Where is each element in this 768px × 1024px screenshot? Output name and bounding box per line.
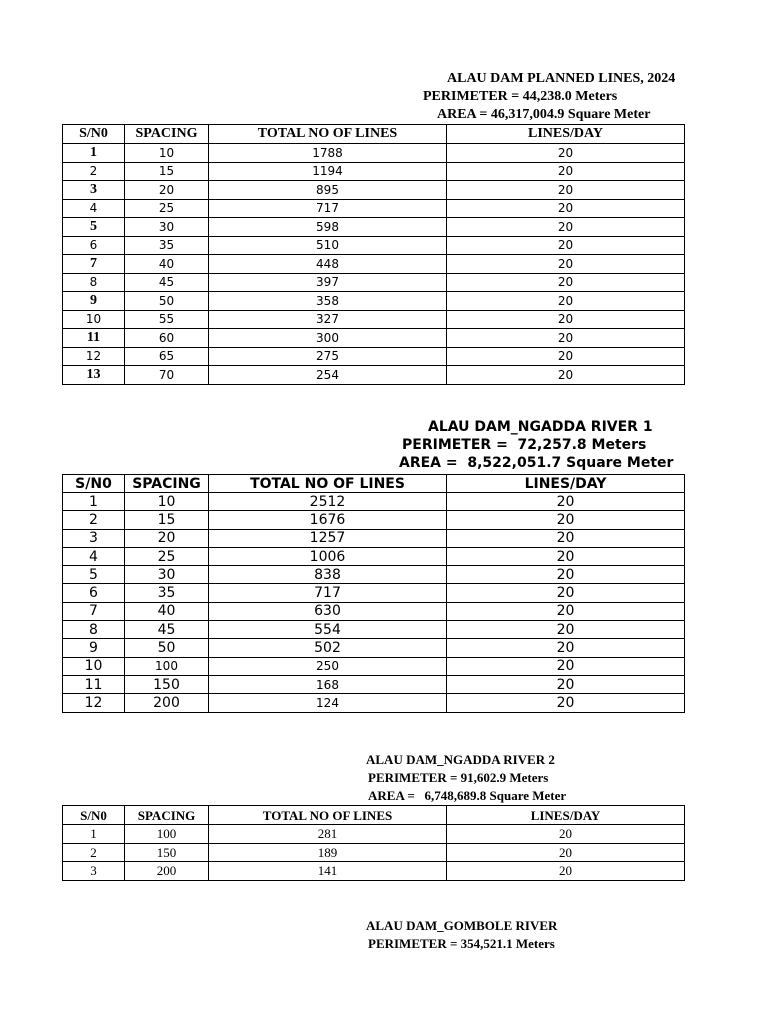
cell-sno: 2 bbox=[63, 162, 125, 181]
cell-lines-per-day: 20 bbox=[447, 181, 685, 200]
cell-lines-per-day: 20 bbox=[447, 236, 685, 255]
cell-sno: 3 bbox=[63, 181, 125, 200]
cell-sno: 10 bbox=[63, 310, 125, 329]
cell-total-lines: 300 bbox=[209, 329, 447, 348]
cell-lines-per-day: 20 bbox=[447, 199, 685, 218]
cell-total-lines: 189 bbox=[209, 843, 447, 862]
cell-spacing: 60 bbox=[125, 329, 209, 348]
cell-total-lines: 397 bbox=[209, 273, 447, 292]
cell-lines-per-day: 20 bbox=[447, 694, 685, 712]
cell-spacing: 15 bbox=[125, 511, 209, 529]
section4-title: ALAU DAM_GOMBOLE RIVER bbox=[366, 918, 558, 933]
table-row bbox=[63, 310, 685, 329]
cell-sno: 4 bbox=[63, 547, 125, 565]
cell-total-lines: 554 bbox=[209, 621, 447, 639]
cell-sno: 11 bbox=[63, 329, 125, 348]
cell-lines-per-day: 20 bbox=[447, 584, 685, 602]
section1-area: AREA = 46,317,004.9 Square Meter bbox=[437, 107, 651, 122]
cell-total-lines: 327 bbox=[209, 310, 447, 329]
cell-lines-per-day: 20 bbox=[447, 511, 685, 529]
cell-sno: 8 bbox=[63, 273, 125, 292]
table-row bbox=[63, 144, 685, 163]
cell-spacing: 30 bbox=[125, 566, 209, 584]
header-sno: S/N0 bbox=[63, 475, 125, 493]
cell-total-lines: 717 bbox=[209, 199, 447, 218]
header-lines-per-day: LINES/DAY bbox=[447, 806, 685, 825]
header-total-lines: TOTAL NO OF LINES bbox=[209, 125, 447, 144]
cell-lines-per-day: 20 bbox=[447, 602, 685, 620]
cell-spacing: 30 bbox=[125, 218, 209, 237]
table-row bbox=[63, 862, 685, 881]
table-row bbox=[63, 843, 685, 862]
header-lines-per-day: LINES/DAY bbox=[447, 125, 685, 144]
table-row bbox=[63, 273, 685, 292]
header-spacing: SPACING bbox=[125, 125, 209, 144]
cell-spacing: 50 bbox=[125, 292, 209, 311]
cell-sno: 5 bbox=[63, 566, 125, 584]
cell-sno: 9 bbox=[63, 639, 125, 657]
cell-total-lines: 598 bbox=[209, 218, 447, 237]
cell-total-lines: 895 bbox=[209, 181, 447, 200]
table-row bbox=[63, 657, 685, 675]
cell-total-lines: 2512 bbox=[209, 493, 447, 511]
section3-title: ALAU DAM_NGADDA RIVER 2 bbox=[366, 752, 555, 767]
cell-lines-per-day: 20 bbox=[447, 310, 685, 329]
table-header-row bbox=[63, 806, 685, 825]
section2-area: AREA = 8,522,051.7 Square Meter bbox=[399, 455, 674, 471]
cell-sno: 6 bbox=[63, 584, 125, 602]
table-row bbox=[63, 181, 685, 200]
cell-total-lines: 502 bbox=[209, 639, 447, 657]
table-row bbox=[63, 621, 685, 639]
cell-sno: 12 bbox=[63, 347, 125, 366]
table-row bbox=[63, 511, 685, 529]
section1-table bbox=[62, 124, 685, 385]
cell-lines-per-day: 20 bbox=[447, 366, 685, 385]
cell-total-lines: 1257 bbox=[209, 529, 447, 547]
section4-perimeter: PERIMETER = 354,521.1 Meters bbox=[368, 936, 555, 951]
table-row bbox=[63, 602, 685, 620]
cell-sno: 4 bbox=[63, 199, 125, 218]
cell-lines-per-day: 20 bbox=[447, 292, 685, 311]
cell-spacing: 65 bbox=[125, 347, 209, 366]
cell-lines-per-day: 20 bbox=[447, 566, 685, 584]
cell-sno: 10 bbox=[63, 657, 125, 675]
cell-spacing: 10 bbox=[125, 493, 209, 511]
cell-total-lines: 510 bbox=[209, 236, 447, 255]
cell-lines-per-day: 20 bbox=[447, 162, 685, 181]
cell-total-lines: 168 bbox=[209, 675, 447, 693]
cell-total-lines: 254 bbox=[209, 366, 447, 385]
section2-perimeter: PERIMETER = 72,257.8 Meters bbox=[402, 437, 647, 453]
cell-sno: 6 bbox=[63, 236, 125, 255]
cell-total-lines: 838 bbox=[209, 566, 447, 584]
cell-sno: 1 bbox=[63, 144, 125, 163]
cell-sno: 3 bbox=[63, 862, 125, 881]
cell-sno: 2 bbox=[63, 511, 125, 529]
cell-spacing: 40 bbox=[125, 255, 209, 274]
cell-spacing: 150 bbox=[125, 843, 209, 862]
cell-total-lines: 1788 bbox=[209, 144, 447, 163]
cell-spacing: 10 bbox=[125, 144, 209, 163]
cell-spacing: 40 bbox=[125, 602, 209, 620]
cell-spacing: 35 bbox=[125, 584, 209, 602]
cell-sno: 5 bbox=[63, 218, 125, 237]
table-row bbox=[63, 347, 685, 366]
cell-spacing: 25 bbox=[125, 199, 209, 218]
table-header-row bbox=[63, 125, 685, 144]
table-row bbox=[63, 493, 685, 511]
cell-sno: 3 bbox=[63, 529, 125, 547]
header-sno: S/N0 bbox=[63, 125, 125, 144]
cell-sno: 11 bbox=[63, 675, 125, 693]
section1-title: ALAU DAM PLANNED LINES, 2024 bbox=[447, 71, 676, 86]
cell-lines-per-day: 20 bbox=[447, 675, 685, 693]
table-header-row bbox=[63, 475, 685, 493]
table-row bbox=[63, 366, 685, 385]
section3-area: AREA = 6,748,689.8 Square Meter bbox=[368, 788, 567, 803]
cell-spacing: 100 bbox=[125, 657, 209, 675]
cell-lines-per-day: 20 bbox=[447, 347, 685, 366]
cell-lines-per-day: 20 bbox=[447, 657, 685, 675]
cell-lines-per-day: 20 bbox=[447, 329, 685, 348]
section3-perimeter: PERIMETER = 91,602.9 Meters bbox=[368, 770, 549, 785]
table-row bbox=[63, 218, 685, 237]
table-row bbox=[63, 639, 685, 657]
cell-sno: 7 bbox=[63, 602, 125, 620]
table-row bbox=[63, 292, 685, 311]
cell-total-lines: 630 bbox=[209, 602, 447, 620]
cell-total-lines: 358 bbox=[209, 292, 447, 311]
cell-lines-per-day: 20 bbox=[447, 547, 685, 565]
section1-perimeter: PERIMETER = 44,238.0 Meters bbox=[423, 89, 618, 104]
cell-spacing: 25 bbox=[125, 547, 209, 565]
cell-lines-per-day: 20 bbox=[447, 862, 685, 881]
cell-sno: 12 bbox=[63, 694, 125, 712]
cell-total-lines: 1676 bbox=[209, 511, 447, 529]
cell-lines-per-day: 20 bbox=[447, 529, 685, 547]
cell-total-lines: 1006 bbox=[209, 547, 447, 565]
cell-lines-per-day: 20 bbox=[447, 218, 685, 237]
cell-sno: 1 bbox=[63, 825, 125, 844]
cell-lines-per-day: 20 bbox=[447, 273, 685, 292]
cell-spacing: 20 bbox=[125, 529, 209, 547]
table-row bbox=[63, 329, 685, 348]
section2-title: ALAU DAM_NGADDA RIVER 1 bbox=[428, 419, 653, 435]
cell-total-lines: 1194 bbox=[209, 162, 447, 181]
cell-total-lines: 250 bbox=[209, 657, 447, 675]
cell-spacing: 150 bbox=[125, 675, 209, 693]
table-row bbox=[63, 547, 685, 565]
cell-spacing: 200 bbox=[125, 862, 209, 881]
cell-lines-per-day: 20 bbox=[447, 621, 685, 639]
table-row bbox=[63, 584, 685, 602]
cell-lines-per-day: 20 bbox=[447, 825, 685, 844]
cell-spacing: 45 bbox=[125, 273, 209, 292]
cell-total-lines: 717 bbox=[209, 584, 447, 602]
table-row bbox=[63, 199, 685, 218]
cell-lines-per-day: 20 bbox=[447, 493, 685, 511]
cell-spacing: 20 bbox=[125, 181, 209, 200]
table-row bbox=[63, 566, 685, 584]
cell-spacing: 70 bbox=[125, 366, 209, 385]
cell-spacing: 50 bbox=[125, 639, 209, 657]
section3-table bbox=[62, 805, 685, 881]
cell-sno: 2 bbox=[63, 843, 125, 862]
cell-sno: 1 bbox=[63, 493, 125, 511]
table-row bbox=[63, 529, 685, 547]
table-row bbox=[63, 162, 685, 181]
cell-lines-per-day: 20 bbox=[447, 843, 685, 862]
table-row bbox=[63, 694, 685, 712]
table-row bbox=[63, 255, 685, 274]
cell-total-lines: 275 bbox=[209, 347, 447, 366]
table-row bbox=[63, 236, 685, 255]
table-row bbox=[63, 825, 685, 844]
header-spacing: SPACING bbox=[125, 806, 209, 825]
cell-lines-per-day: 20 bbox=[447, 255, 685, 274]
cell-lines-per-day: 20 bbox=[447, 639, 685, 657]
cell-sno: 7 bbox=[63, 255, 125, 274]
cell-lines-per-day: 20 bbox=[447, 144, 685, 163]
table-row bbox=[63, 675, 685, 693]
cell-sno: 8 bbox=[63, 621, 125, 639]
header-spacing: SPACING bbox=[125, 475, 209, 493]
cell-spacing: 35 bbox=[125, 236, 209, 255]
header-lines-per-day: LINES/DAY bbox=[447, 475, 685, 493]
cell-spacing: 100 bbox=[125, 825, 209, 844]
cell-sno: 9 bbox=[63, 292, 125, 311]
cell-spacing: 200 bbox=[125, 694, 209, 712]
cell-sno: 13 bbox=[63, 366, 125, 385]
header-total-lines: TOTAL NO OF LINES bbox=[209, 806, 447, 825]
header-sno: S/N0 bbox=[63, 806, 125, 825]
cell-total-lines: 448 bbox=[209, 255, 447, 274]
header-total-lines: TOTAL NO OF LINES bbox=[209, 475, 447, 493]
cell-spacing: 15 bbox=[125, 162, 209, 181]
cell-spacing: 55 bbox=[125, 310, 209, 329]
cell-total-lines: 124 bbox=[209, 694, 447, 712]
section2-table bbox=[62, 474, 685, 713]
cell-total-lines: 281 bbox=[209, 825, 447, 844]
cell-spacing: 45 bbox=[125, 621, 209, 639]
cell-total-lines: 141 bbox=[209, 862, 447, 881]
